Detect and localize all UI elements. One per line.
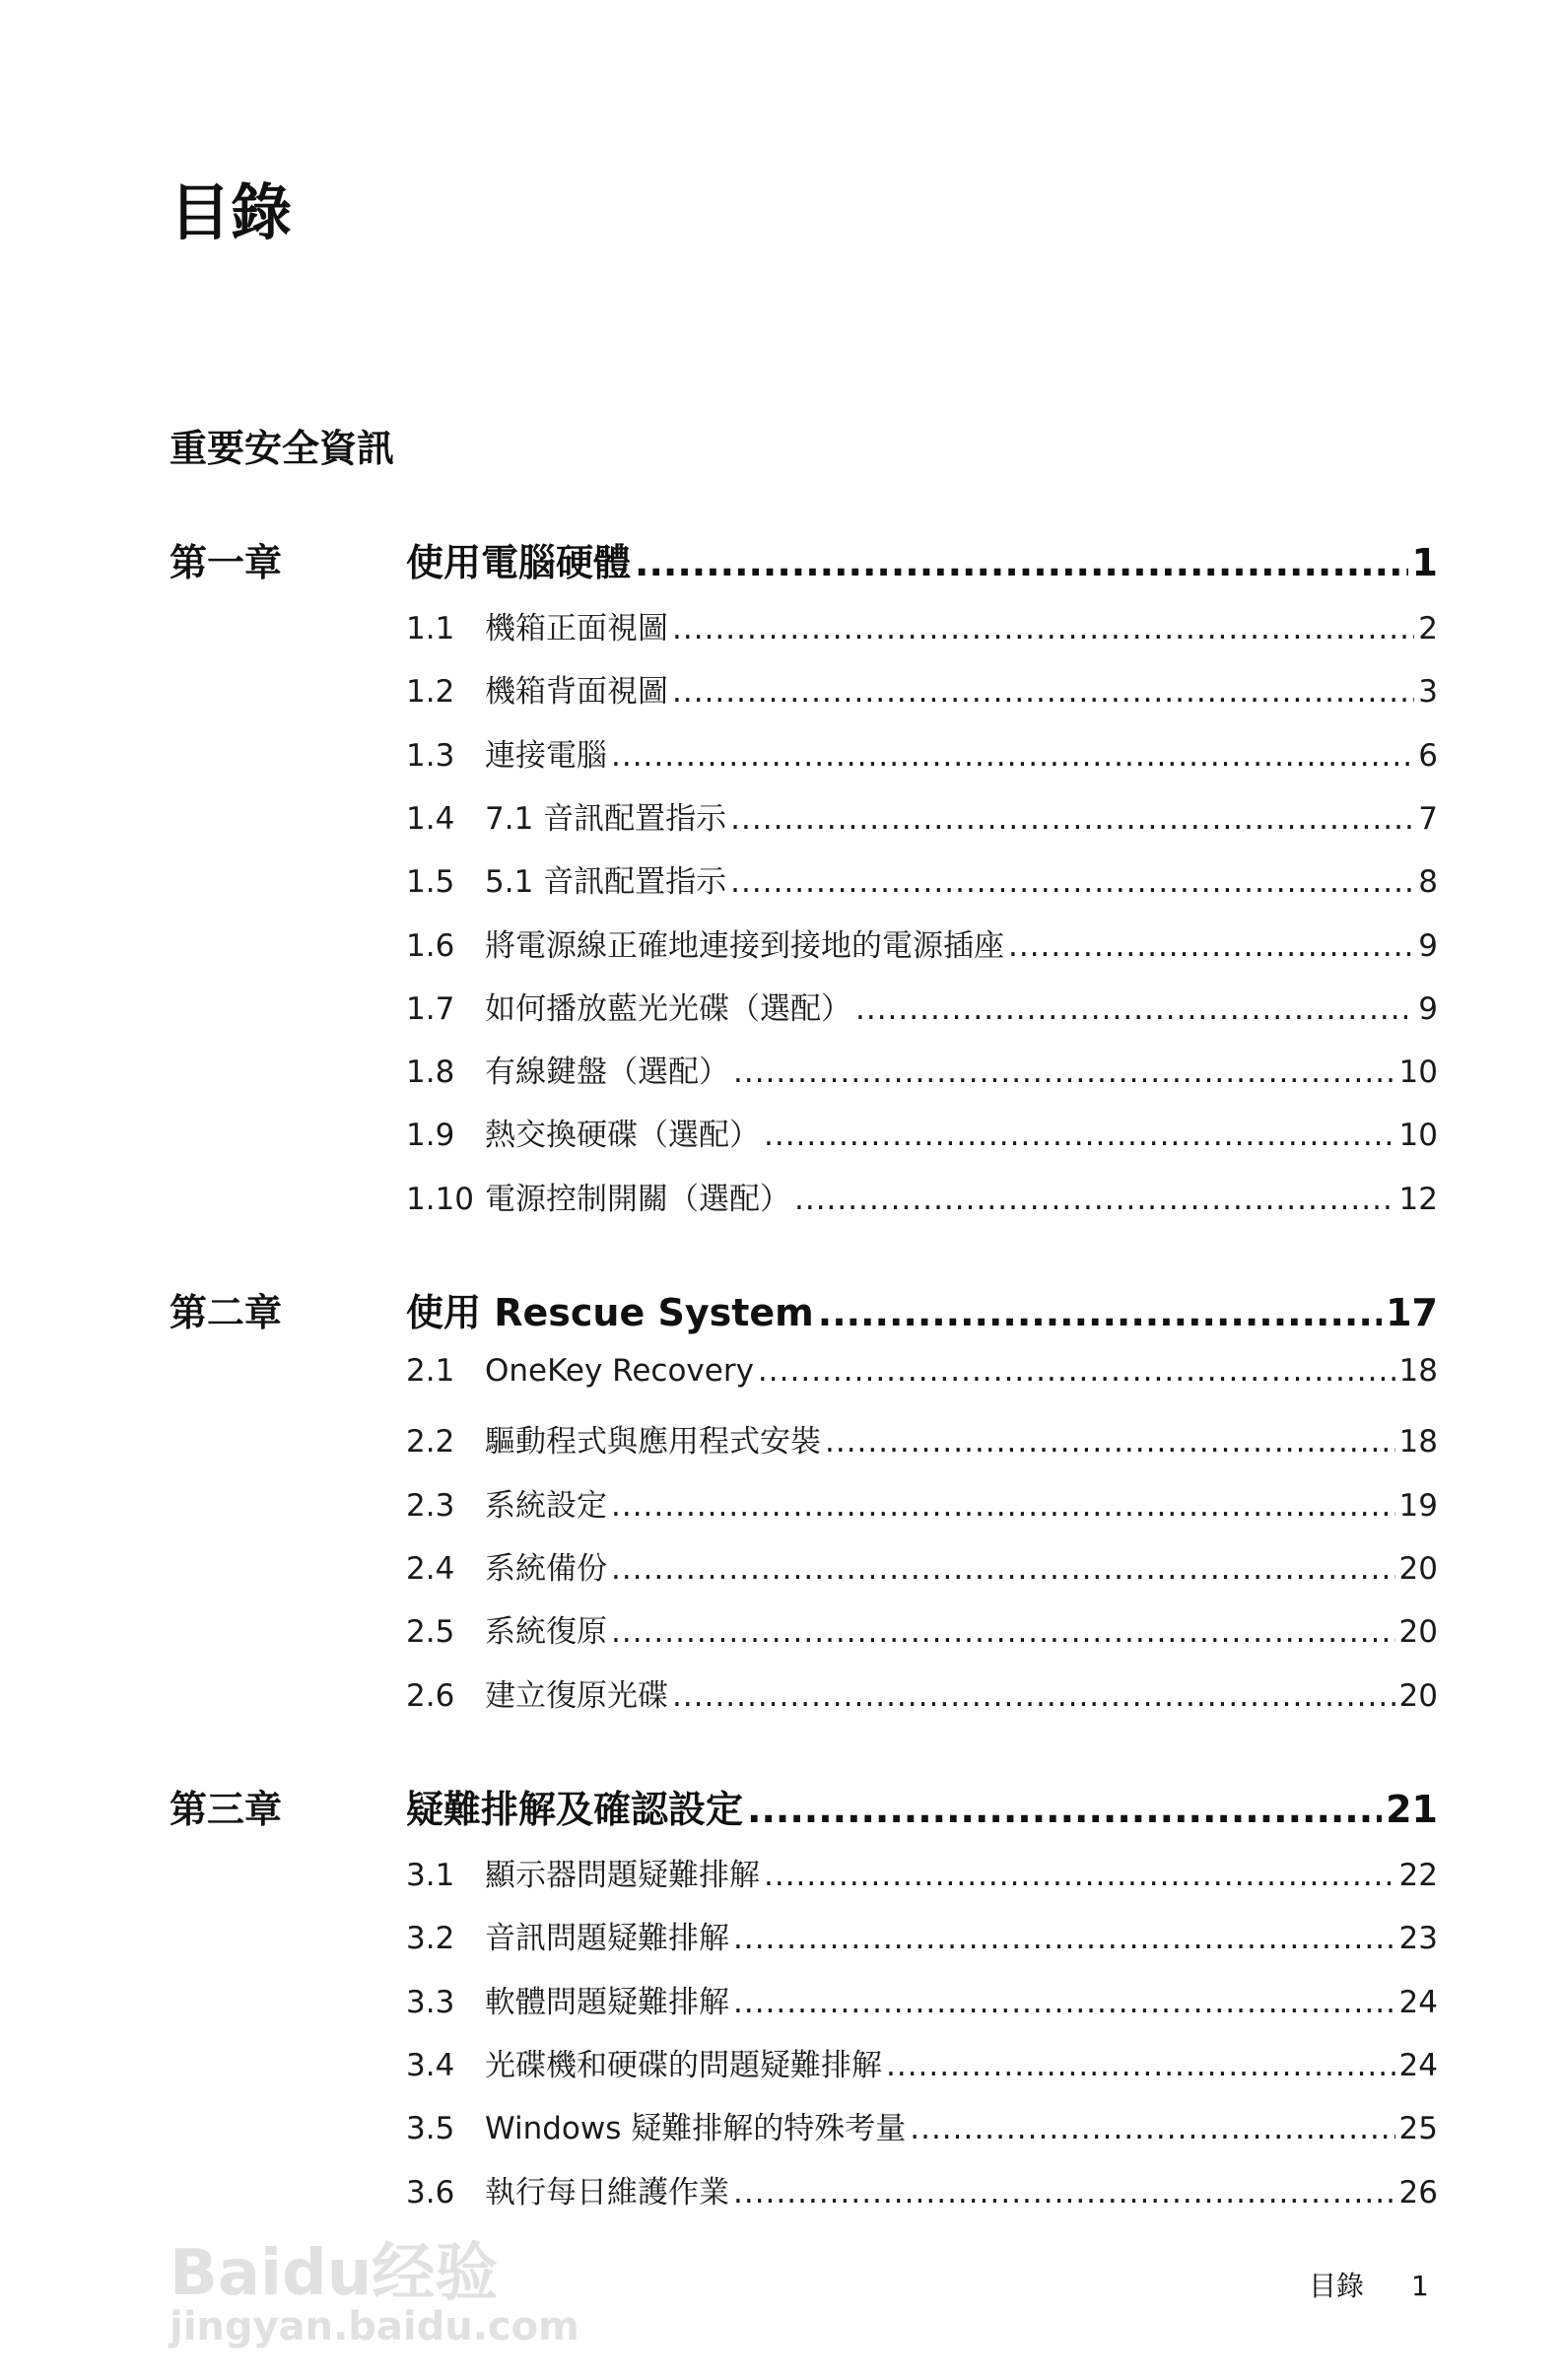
section-number: 2.2 [406, 1424, 455, 1461]
page-number: 17 [1386, 1291, 1438, 1334]
section-title: 驅動程式與應用程式安裝 [485, 1424, 821, 1461]
section-number: 3.5 [406, 2111, 455, 2147]
section-number: 3.1 [406, 1858, 455, 1893]
page-number: 18 [1398, 1424, 1438, 1461]
section-title: 機箱正面視圖 [485, 611, 668, 646]
watermark-logo: Baidu经验 [170, 2237, 499, 2310]
dot-leader [611, 1614, 1395, 1650]
toc-section-entry[interactable] [406, 1543, 1438, 1588]
dot-leader [855, 991, 1414, 1027]
chapter-label: 第三章 [170, 1788, 283, 1831]
dot-leader [733, 2175, 1395, 2210]
toc-section-entry[interactable] [406, 793, 1438, 838]
page-number: 22 [1398, 1858, 1438, 1893]
dot-leader [730, 864, 1414, 900]
dot-leader [764, 1118, 1395, 1153]
section-title: OneKey Recovery [485, 1353, 754, 1389]
section-number: 3.3 [406, 1984, 455, 2020]
page-number: 10 [1398, 1054, 1438, 1091]
chapter-title: 疑難排解及確認設定 [406, 1788, 744, 1831]
section-title: 系統復原 [485, 1614, 607, 1651]
section-number: 1.7 [406, 990, 455, 1027]
toc-section-entry[interactable] [406, 1606, 1438, 1651]
page-number: 24 [1398, 2047, 1438, 2083]
dot-leader [611, 1488, 1395, 1524]
section-title: Windows 疑難排解的特殊考量 [485, 2111, 907, 2147]
section-title: 機箱背面視圖 [485, 674, 668, 711]
page-title: 目錄 [170, 176, 293, 248]
page-number: 20 [1398, 1614, 1438, 1651]
dot-leader [672, 674, 1414, 710]
dot-leader [758, 1353, 1395, 1389]
toc-chapter-entry[interactable] [406, 532, 1438, 586]
footer-page-number: 1 [1411, 2270, 1429, 2302]
section-title: 將電源線正確地連接到接地的電源插座 [485, 927, 1004, 964]
dot-leader [825, 1424, 1395, 1460]
baidu-watermark [170, 2237, 579, 2349]
toc-section-entry[interactable] [406, 2040, 1438, 2084]
section-title: 軟體問題疑難排解 [485, 1984, 729, 2020]
toc-section-entry[interactable] [406, 1480, 1438, 1525]
section-number: 1.2 [406, 674, 455, 711]
section-title: 顯示器問題疑難排解 [485, 1858, 760, 1893]
section-number: 1.6 [406, 927, 455, 964]
toc-section-entry[interactable] [406, 984, 1438, 1028]
dot-leader [747, 1788, 1382, 1831]
dot-leader [611, 738, 1414, 774]
toc-chapter-entry[interactable] [406, 1779, 1438, 1833]
dot-leader [794, 1182, 1395, 1217]
dot-leader [672, 611, 1414, 646]
toc-section-entry[interactable] [406, 1047, 1438, 1091]
section-title: 音訊問題疑難排解 [485, 1921, 729, 1957]
page-number: 1 [1411, 541, 1438, 584]
page-number: 20 [1398, 1550, 1438, 1587]
chapter-label: 第一章 [170, 541, 283, 584]
toc-chapter-entry[interactable] [406, 1282, 1438, 1336]
section-title: 7.1 音訊配置指示 [485, 800, 727, 837]
section-title: 光碟機和硬碟的問題疑難排解 [485, 2047, 882, 2083]
section-number: 3.6 [406, 2174, 455, 2210]
page-number: 8 [1418, 864, 1438, 901]
section-number: 1.3 [406, 737, 455, 774]
toc-section-entry[interactable] [406, 730, 1438, 775]
toc-section-entry[interactable] [406, 856, 1438, 901]
dot-leader [733, 1054, 1395, 1090]
section-number: 2.4 [406, 1550, 455, 1587]
dot-leader [635, 541, 1408, 584]
dot-leader [730, 801, 1414, 837]
section-number: 1.8 [406, 1054, 455, 1091]
toc-section-entry[interactable] [406, 666, 1438, 711]
page-number: 20 [1398, 1677, 1438, 1714]
section-number: 2.5 [406, 1614, 455, 1651]
page-number: 10 [1398, 1118, 1438, 1154]
section-number: 3.2 [406, 1921, 455, 1957]
toc-section-entry[interactable] [406, 1353, 1438, 1389]
section-title: 電源控制開關（選配） [485, 1181, 790, 1217]
page-number: 21 [1386, 1788, 1438, 1831]
dot-leader [818, 1291, 1382, 1334]
section-title: 如何播放藍光光碟（選配） [485, 990, 851, 1027]
page-number: 7 [1418, 800, 1438, 837]
toc-section-entry[interactable] [406, 1670, 1438, 1715]
dot-leader [764, 1858, 1395, 1893]
dot-leader [733, 1921, 1395, 1956]
toc-section-entry[interactable] [406, 2167, 1438, 2211]
toc-section-entry[interactable] [406, 1416, 1438, 1461]
section-title: 熱交換硬碟（選配） [485, 1118, 760, 1154]
page-number: 9 [1418, 927, 1438, 964]
footer-label: 目錄 [1309, 2270, 1365, 2302]
section-title: 系統備份 [485, 1550, 607, 1587]
dot-leader [611, 1551, 1395, 1587]
section-number: 1.1 [406, 611, 455, 646]
page-footer [1309, 2265, 1429, 2304]
dot-leader [733, 1985, 1395, 2020]
toc-section-entry[interactable] [406, 2103, 1438, 2147]
watermark-url: jingyan.baidu.com [170, 2304, 579, 2349]
dot-leader [886, 2048, 1395, 2083]
page-number: 9 [1418, 990, 1438, 1027]
section-number: 2.3 [406, 1487, 455, 1524]
page-number: 12 [1398, 1181, 1438, 1217]
chapter-label: 第二章 [170, 1291, 283, 1334]
section-number: 3.4 [406, 2047, 455, 2083]
section-number: 1.4 [406, 800, 455, 837]
page-number: 6 [1418, 737, 1438, 774]
section-title: 執行每日維護作業 [485, 2174, 729, 2210]
section-number: 1.10 [406, 1181, 475, 1217]
section-title: 建立復原光碟 [485, 1677, 668, 1714]
page-number: 19 [1398, 1487, 1438, 1524]
toc-section-entry[interactable] [406, 1174, 1438, 1218]
dot-leader [1008, 928, 1414, 964]
toc-section-entry[interactable] [406, 1110, 1438, 1154]
toc-section-entry[interactable] [406, 1850, 1438, 1894]
dot-leader [910, 2111, 1394, 2146]
section-number: 2.6 [406, 1677, 455, 1714]
page-number: 25 [1398, 2111, 1438, 2147]
section-number: 2.1 [406, 1353, 455, 1389]
toc-section-entry[interactable] [406, 1977, 1438, 2021]
toc-safety-info[interactable]: 重要安全資訊 [170, 427, 395, 470]
page-number: 26 [1398, 2174, 1438, 2210]
toc-section-entry[interactable] [406, 920, 1438, 965]
section-number: 1.9 [406, 1118, 455, 1154]
page-number: 18 [1398, 1353, 1438, 1389]
section-title: 系統設定 [485, 1487, 607, 1524]
toc-section-entry[interactable] [406, 603, 1438, 647]
section-title: 連接電腦 [485, 737, 607, 774]
toc-section-entry[interactable] [406, 1913, 1438, 1957]
section-number: 1.5 [406, 864, 455, 901]
page-number: 23 [1398, 1921, 1438, 1957]
dot-leader [672, 1678, 1395, 1714]
page-number: 2 [1418, 611, 1438, 646]
chapter-title: 使用 Rescue System [406, 1291, 814, 1334]
page-number: 24 [1398, 1984, 1438, 2020]
section-title: 有線鍵盤（選配） [485, 1054, 729, 1091]
chapter-title: 使用電腦硬體 [406, 541, 632, 584]
section-title: 5.1 音訊配置指示 [485, 864, 727, 901]
page-number: 3 [1418, 674, 1438, 711]
